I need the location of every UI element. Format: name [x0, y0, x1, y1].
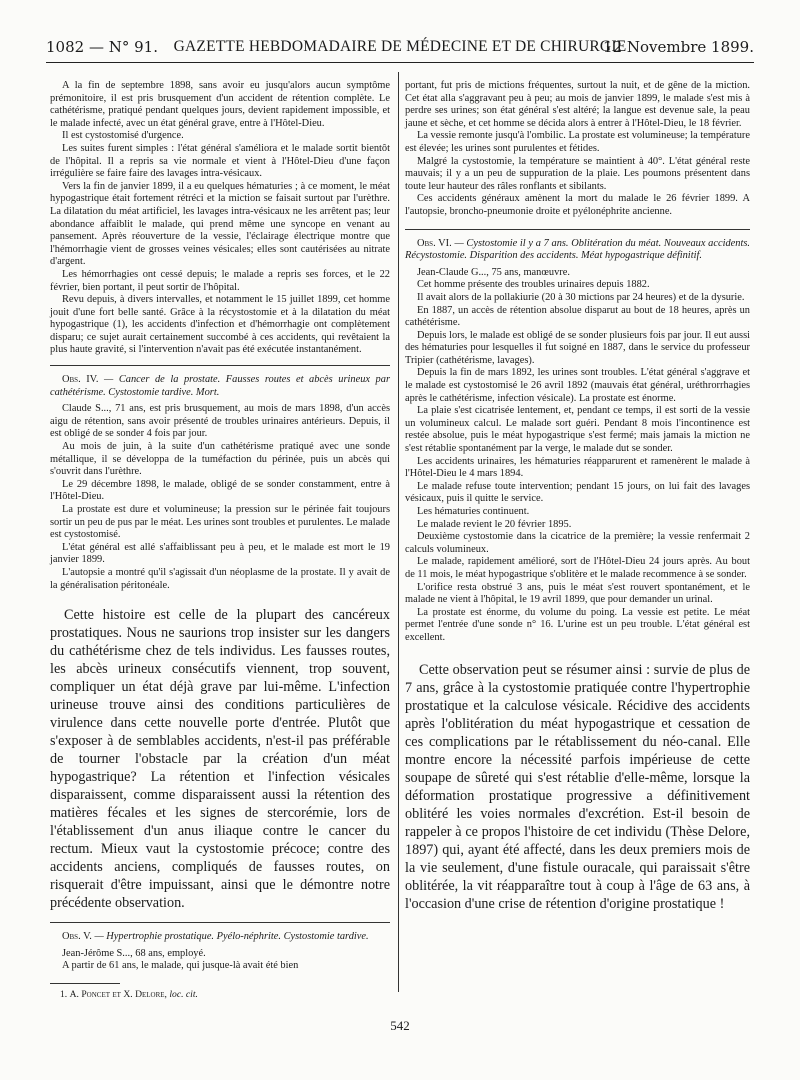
paragraph: Cet homme présente des troubles urinaires depuis 1882.	[417, 279, 650, 291]
observation-title: — Cystostomie il y a 7 ans. Oblitération du méat. Nouveaux accidents. Récystostomie. Disparition des accidents. Méat hypogastrique définitif.	[405, 237, 750, 262]
paragraph: A la fin de septembre 1898, sans avoir eu jusqu'alors aucun symptôme prémonitoire, il est pris brusquement d'un accident de rétention complète. Le cathétérisme, pratiqué pendant quelques jours, devient rapidement impossible, et le malade infecté, avec un état général grave, entre à l'Hôtel-Dieu.	[50, 80, 390, 129]
header-page-ref: 1082 — N° 91.	[46, 38, 158, 56]
paragraph: Le 29 décembre 1898, le malade, obligé de se sonder constamment, entre à l'Hôtel-Dieu.	[50, 478, 390, 503]
paragraph: Depuis lors, le malade est obligé de se sonder plusieurs fois par jour. Il eut aussi des hématuries pour lesquelles il fut soigné en 1887, dans le service du professeur Tripier (cathétérisme, lavages).	[405, 329, 750, 366]
paragraph: Le malade, rapidement amélioré, sort de l'Hôtel-Dieu 24 jours après. Au bout de 11 mois, le méat hypogastrique s'oblitère et le malade recommence à se sonder.	[405, 556, 750, 580]
paragraph: Jean-Jérôme S..., 68 ans, employé.	[62, 947, 206, 959]
observation-label: Obs. VI.	[417, 237, 452, 249]
section-rule	[50, 365, 390, 366]
observation-label: Obs. IV.	[62, 374, 99, 386]
paragraph: La vessie remonte jusqu'à l'ombilic. La prostate est volumineuse; la température est élevée; les urines sont purulentes et fétides.	[405, 130, 750, 154]
paragraph: Vers la fin de janvier 1899, il a eu quelques hématuries ; à ce moment, le méat hypogastrique était fortement rétréci et la miction se faisait surtout par l'urèthre. La dilatation du méat artificiel, les lavages intra-vésicaux ne les arrêtent pas; leur abondance affaiblit le malade, qui prend même une syncope en venant au pansement. Après réouverture de la vessie, l'éclairage électrique montre que l'hémorrhagie vient de grosses veines vésicales; elles sont cautérisées au nitrate d'argent.	[50, 180, 390, 268]
paragraph: L'orifice resta obstrué 3 ans, puis le méat s'est rouvert spontanément, et le malade ne vient à l'hôpital, le 19 avril 1899, que pour demander un urinal.	[405, 581, 750, 606]
footnote-number: 1.	[60, 988, 68, 1000]
paragraph: L'état général est allé s'affaiblissant peu à peu, et le malade est mort le 19 janvier 1899.	[50, 541, 390, 566]
paragraph: Le malade refuse toute intervention; pendant 15 jours, on lui fait des lavages vésicaux, puis il quitte le service.	[405, 480, 750, 505]
observation-heading	[50, 374, 390, 399]
footnote	[50, 989, 390, 1001]
paragraph: Les hémorrhagies ont cessé depuis; le malade a repris ses forces, et le 22 février, bien portant, il peut sortir de l'hôpital.	[50, 268, 390, 293]
left-column	[50, 80, 390, 1001]
observation-heading	[405, 238, 750, 263]
header-journal-title: GAZETTE HEBDOMADAIRE DE MÉDECINE ET DE CHIRURGIE	[173, 38, 627, 55]
page-number: 542	[390, 1018, 410, 1033]
running-header	[46, 36, 754, 63]
paragraph: Le malade revient le 20 février 1895.	[417, 518, 572, 530]
footnote-authors: A. Poncet et X. Delore,	[69, 988, 167, 1000]
paragraph: Les hématuries continuent.	[417, 506, 530, 517]
paragraph: L'autopsie a montré qu'il s'agissait d'un néoplasme de la prostate. Il y avait de la généralisation péritonéale.	[50, 566, 390, 591]
section-rule	[50, 922, 390, 923]
paragraph: Deuxième cystostomie dans la cicatrice de la première; la vessie renfermait 2 calculs volumineux.	[405, 531, 750, 555]
commentary-paragraph: Cette observation peut se résumer ainsi : survie de plus de 7 ans, grâce à la cystostomie pratiquée contre l'hypertrophie prostatique et la calculose vésicale. Récidive des accidents après l'oblitération du méat hypogastrique et cessation de ces complications par le rétablissement du néo-canal. Elle montre encore la nécessité parfois impérieuse de cette soupape de sûreté qui s'est rétablie d'elle-même, lorsque la déformation prostatique progressive a définitivement oblitéré les voies normales d'excrétion. Est-il besoin de rappeler à ce propos l'histoire de cet individu (Thèse Delore, 1897) qui, ayant été affecté, dans les deux premiers mois de la vie seulement, d'une fistule ouracale, qui paraissait s'être oblitérée, la vit réapparaître tout à coup à l'âge de 63 ans, à l'occasion d'une crise de rétention d'origine prostatique !	[405, 661, 750, 912]
column-divider	[398, 72, 399, 992]
observation-heading	[50, 931, 390, 944]
header-date: 12 Novembre 1899.	[603, 38, 754, 56]
paragraph: Les suites furent simples : l'état général s'améliora et le malade sortit bientôt de l'hôpital. Il a repris sa vie normale et vient à l'Hôtel-Dieu d'une façon irrégulière se faire faire des lavages intra-vésicaux.	[50, 142, 390, 180]
paragraph: Claude S..., 71 ans, est pris brusquement, au mois de mars 1898, d'un accès aigu de rétention, sans avoir présenté de troubles urinaires antérieurs. Depuis, il est obligé de se sonder 4 fois par jour.	[50, 403, 390, 440]
paragraph: Malgré la cystostomie, la température se maintient à 40°. L'état général reste mauvais; il y a un peu de suppuration de la plaie. Les poumons présentent dans toute leur hauteur des râles ronflants et sibilants.	[405, 155, 750, 192]
paragraph: La prostate est énorme, du volume du poing. La vessie est petite. Le méat permet l'entrée d'une sonde n° 16. L'urine est un peu trouble. L'état général est excellent.	[405, 606, 750, 643]
footnote-rule	[50, 983, 120, 984]
paragraph: Depuis la fin de mars 1892, les urines sont troubles. L'état général s'aggrave et le malade est cystostomisé le 26 avril 1892 (mauvais état général, uréthrorrhagies après le cathétérisme, infection vésicale). La prostate est énorme.	[405, 367, 750, 404]
paragraph: A partir de 61 ans, le malade, qui jusque-là avait été bien	[62, 960, 299, 972]
paragraph: Les accidents urinaires, les hématuries réapparurent et ramenèrent le malade à l'Hôtel-Dieu le 4 mars 1894.	[405, 455, 750, 480]
observation-label: Obs. V.	[62, 931, 92, 943]
footnote-reference: loc. cit.	[169, 988, 198, 1000]
paragraph: Jean-Claude G..., 75 ans, manœuvre.	[417, 266, 570, 278]
paragraph: Il avait alors de la pollakiurie (20 à 30 mictions par 24 heures) et de la dysurie.	[417, 291, 745, 303]
paragraph: La plaie s'est cicatrisée lentement, et, pendant ce temps, il est sorti de la vessie un volumineux calcul. Le malade sort guéri. Pendant 8 mois l'incontinence est restée absolue, puis le méat hypogastrique s'est fermé; mais jamais la miction ne s'est rétablie spontanément par la verge, le malade dut se sonder.	[405, 405, 750, 455]
paragraph: Au mois de juin, à la suite d'un cathétérisme pratiqué avec une sonde métallique, il se développa de la tuméfaction du périnée, puis un abcès qui s'ouvrit dans l'urèthre.	[50, 441, 390, 478]
paragraph: En 1887, un accès de rétention absolue disparut au bout de 18 heures, après un cathétérisme.	[405, 304, 750, 329]
section-rule	[405, 229, 750, 230]
paragraph: La prostate est dure et volumineuse; la pression sur le périnée fait toujours sortir un peu de pus par le méat. Les urines sont troubles et purulentes. Le malade est cystostomisé.	[50, 504, 390, 541]
paragraph: Il est cystostomisé d'urgence.	[62, 130, 184, 142]
observation-title: — Hypertrophie prostatique. Pyélo-néphrite. Cystostomie tardive.	[94, 931, 369, 943]
paragraph: Ces accidents généraux amènent la mort du malade le 26 février 1899. A l'autopsie, broncho-pneumonie droite et pyélonéphrite ancienne.	[405, 193, 750, 217]
observation-title: — Cancer de la prostate. Fausses routes et abcès urineux par cathétérisme. Cystostomie tardive. Mort.	[50, 374, 390, 398]
paragraph: Revu depuis, à divers intervalles, et notamment le 15 juillet 1899, cet homme jouit d'une fort belle santé. Grâce à la récystostomie et à la dilatation du méat hypogastrique (1), les accidents d'infection et d'hémorrhagie ont complètement disparu; ce sujet aurait certainement succombé à ces accidents, qui revêtaient la plus haute gravité, si l'intervention n'avait pas été exécutée instantanément.	[50, 294, 390, 356]
paragraph: portant, fut pris de mictions fréquentes, surtout la nuit, et de gêne de la miction. Cet état alla s'aggravant peu à peu; au mois de janvier 1899, le malade s'est mis à perdre ses urines; son état général s'est altéré; la langue est devenue sale, la peau jaune et sèche, et cet homme se décida alors à entrer à l'Hôtel-Dieu, le 18 février.	[405, 80, 750, 129]
right-column	[405, 80, 750, 913]
commentary-paragraph: Cette histoire est celle de la plupart des cancéreux prostatiques. Nous ne saurions trop insister sur les dangers du cathétérisme chez de tels individus. Les fausses routes, les abcès urineux consécutifs viennent, trop souvent, compliquer un état déjà grave par lui-même. L'infection urineuse trouve ainsi des conditions particulières de virulence dans cette nouvelle porte d'entrée. Plutôt que s'exposer à de semblables accidents, n'est-il pas préférable de tourner l'obstacle par la création d'un méat hypogastrique? La rétention et l'infection vésicales disparaissent, comme disparaissent aussi la rétention des matières fécales et les signes de stercorémie, lors de l'établissement d'un anus iliaque contre le cancer du rectum. Mieux vaut la cystostomie précoce; contre des accidents anciens, compliqués de fausses routes, on risquerait d'être impuissant, ainsi que le démontre notre précédente observation.	[50, 607, 390, 912]
